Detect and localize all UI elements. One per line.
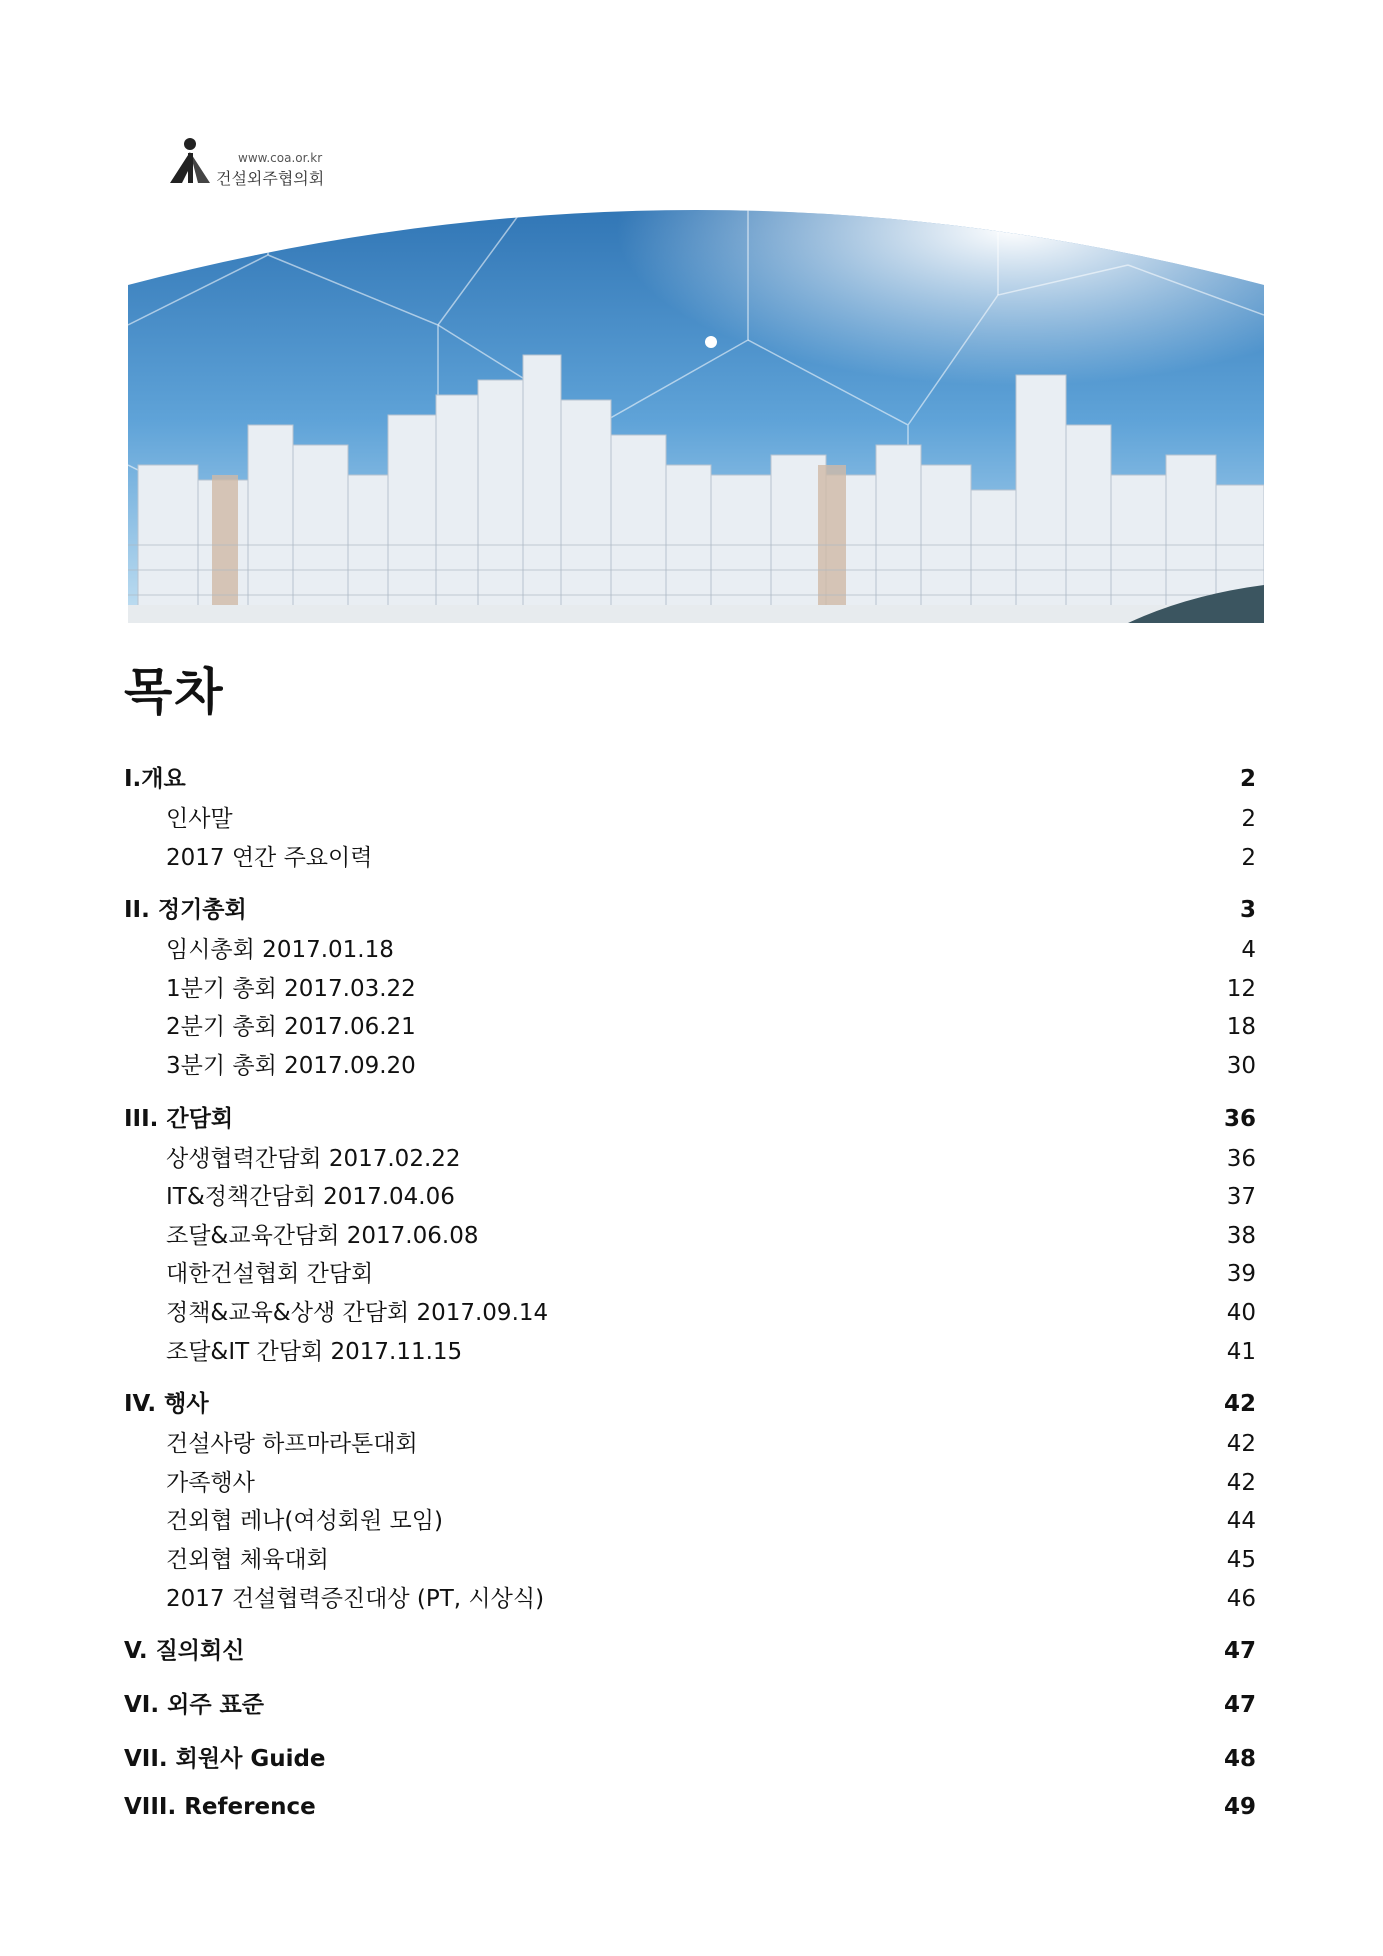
toc-entry-page: 48 [1223,1746,1256,1773]
toc-subentry-page: 36 [1226,1145,1256,1172]
toc-subentry[interactable] [124,1140,1264,1179]
toc-entry-page: 49 [1223,1794,1256,1821]
toc-subentry-title: 1분기 총회 2017.03.22 [166,975,416,1002]
toc-entry-title: VII. 회원사 Guide [124,1746,326,1773]
toc-subentry-page: 18 [1226,1014,1256,1041]
toc-subentry[interactable] [124,931,1264,970]
toc-subentry[interactable] [124,1255,1264,1294]
logo-url: www.coa.or.kr [238,151,323,165]
toc-entry[interactable] [124,891,1264,931]
toc-entry-title: III. 간담회 [124,1105,234,1132]
toc-subentry-page: 45 [1226,1546,1256,1573]
toc-entry[interactable] [124,760,1264,800]
toc-subentry[interactable] [124,1178,1264,1217]
toc-subentry-title: 인사말 [166,806,233,832]
toc-subentry-title: 조달&IT 간담회 2017.11.15 [166,1338,463,1365]
toc-section [124,1100,1264,1372]
toc-section [124,1632,1264,1672]
toc-subentry-page: 42 [1226,1431,1256,1458]
table-of-contents [124,760,1264,1848]
logo-name: 건설외주협의회 [216,169,325,188]
toc-subentry-title: 건외협 레나(여성회원 모임) [166,1508,443,1535]
toc-subentry[interactable] [124,1464,1264,1503]
toc-entry-title: V. 질의회신 [124,1638,245,1665]
toc-entry[interactable] [124,1794,1264,1834]
toc-entry-page: 47 [1223,1638,1256,1665]
toc-subentry-title: 조달&교육간담회 2017.06.08 [166,1222,479,1249]
toc-entry[interactable] [124,1385,1264,1425]
toc-entry-page: 42 [1223,1391,1256,1418]
toc-subentry-page: 4 [1241,937,1256,964]
toc-entry[interactable] [124,1686,1264,1726]
city-skyline-banner [128,175,1264,623]
toc-subentry-page: 40 [1226,1299,1256,1326]
toc-subentry-title: 건설사랑 하프마라톤대회 [166,1431,418,1458]
toc-entry-title: VI. 외주 표준 [124,1692,264,1719]
toc-subentry-title: 상생협력간담회 2017.02.22 [166,1145,461,1172]
toc-section [124,760,1264,877]
toc-subentry-page: 30 [1226,1052,1256,1079]
toc-subentry-title: 3분기 총회 2017.09.20 [166,1052,416,1079]
toc-subentry[interactable] [124,1502,1264,1541]
toc-subentry-title: 정책&교육&상생 간담회 2017.09.14 [166,1299,549,1326]
toc-subentry[interactable] [124,1294,1264,1333]
toc-entry-page: 2 [1239,766,1256,792]
toc-subentry[interactable] [124,1541,1264,1580]
toc-subentry-title: 임시총회 2017.01.18 [166,937,394,964]
toc-entry-title: II. 정기총회 [124,897,247,924]
toc-subentry-page: 42 [1226,1469,1256,1496]
toc-subentry-page: 2 [1241,844,1256,871]
toc-subentry-page: 44 [1226,1508,1256,1535]
toc-subentry-title: 2017 건설협력증진대상 (PT, 시상식) [166,1585,545,1612]
toc-subentry-title: 2017 연간 주요이력 [166,844,373,871]
toc-subentry[interactable] [124,800,1264,839]
toc-subentry-page: 37 [1226,1184,1256,1211]
toc-entry[interactable] [124,1632,1264,1672]
toc-entry-title: I.개요 [124,766,186,792]
toc-subentry[interactable] [124,1008,1264,1047]
toc-section [124,1740,1264,1780]
toc-section [124,1794,1264,1834]
toc-subentry-title: IT&정책간담회 2017.04.06 [166,1184,455,1211]
toc-subentry[interactable] [124,1425,1264,1464]
toc-subentry[interactable] [124,1333,1264,1372]
toc-subentry[interactable] [124,1580,1264,1619]
toc-entry-page: 47 [1223,1692,1256,1719]
toc-subentry[interactable] [124,839,1264,878]
toc-section [124,1385,1264,1618]
toc-subentry-title: 가족행사 [166,1469,255,1496]
page-title: 목차 [124,663,225,721]
toc-subentry-page: 39 [1226,1261,1256,1288]
toc-entry-page: 36 [1223,1105,1256,1132]
toc-entry-title: VIII. Reference [124,1794,316,1821]
toc-subentry[interactable] [124,970,1264,1009]
toc-subentry-title: 2분기 총회 2017.06.21 [166,1014,416,1041]
toc-entry[interactable] [124,1740,1264,1780]
toc-entry-title: IV. 행사 [124,1391,209,1418]
toc-section [124,891,1264,1085]
toc-section [124,1686,1264,1726]
toc-subentry-page: 41 [1226,1338,1256,1365]
toc-entry-page: 3 [1239,897,1256,924]
toc-subentry-page: 2 [1241,806,1256,832]
toc-subentry-page: 12 [1226,975,1256,1002]
toc-subentry[interactable] [124,1217,1264,1256]
toc-subentry[interactable] [124,1047,1264,1086]
toc-subentry-page: 46 [1226,1585,1256,1612]
toc-subentry-title: 건외협 체육대회 [166,1546,329,1573]
toc-entry[interactable] [124,1100,1264,1140]
toc-subentry-page: 38 [1226,1222,1256,1249]
toc-subentry-title: 대한건설협회 간담회 [166,1261,374,1288]
